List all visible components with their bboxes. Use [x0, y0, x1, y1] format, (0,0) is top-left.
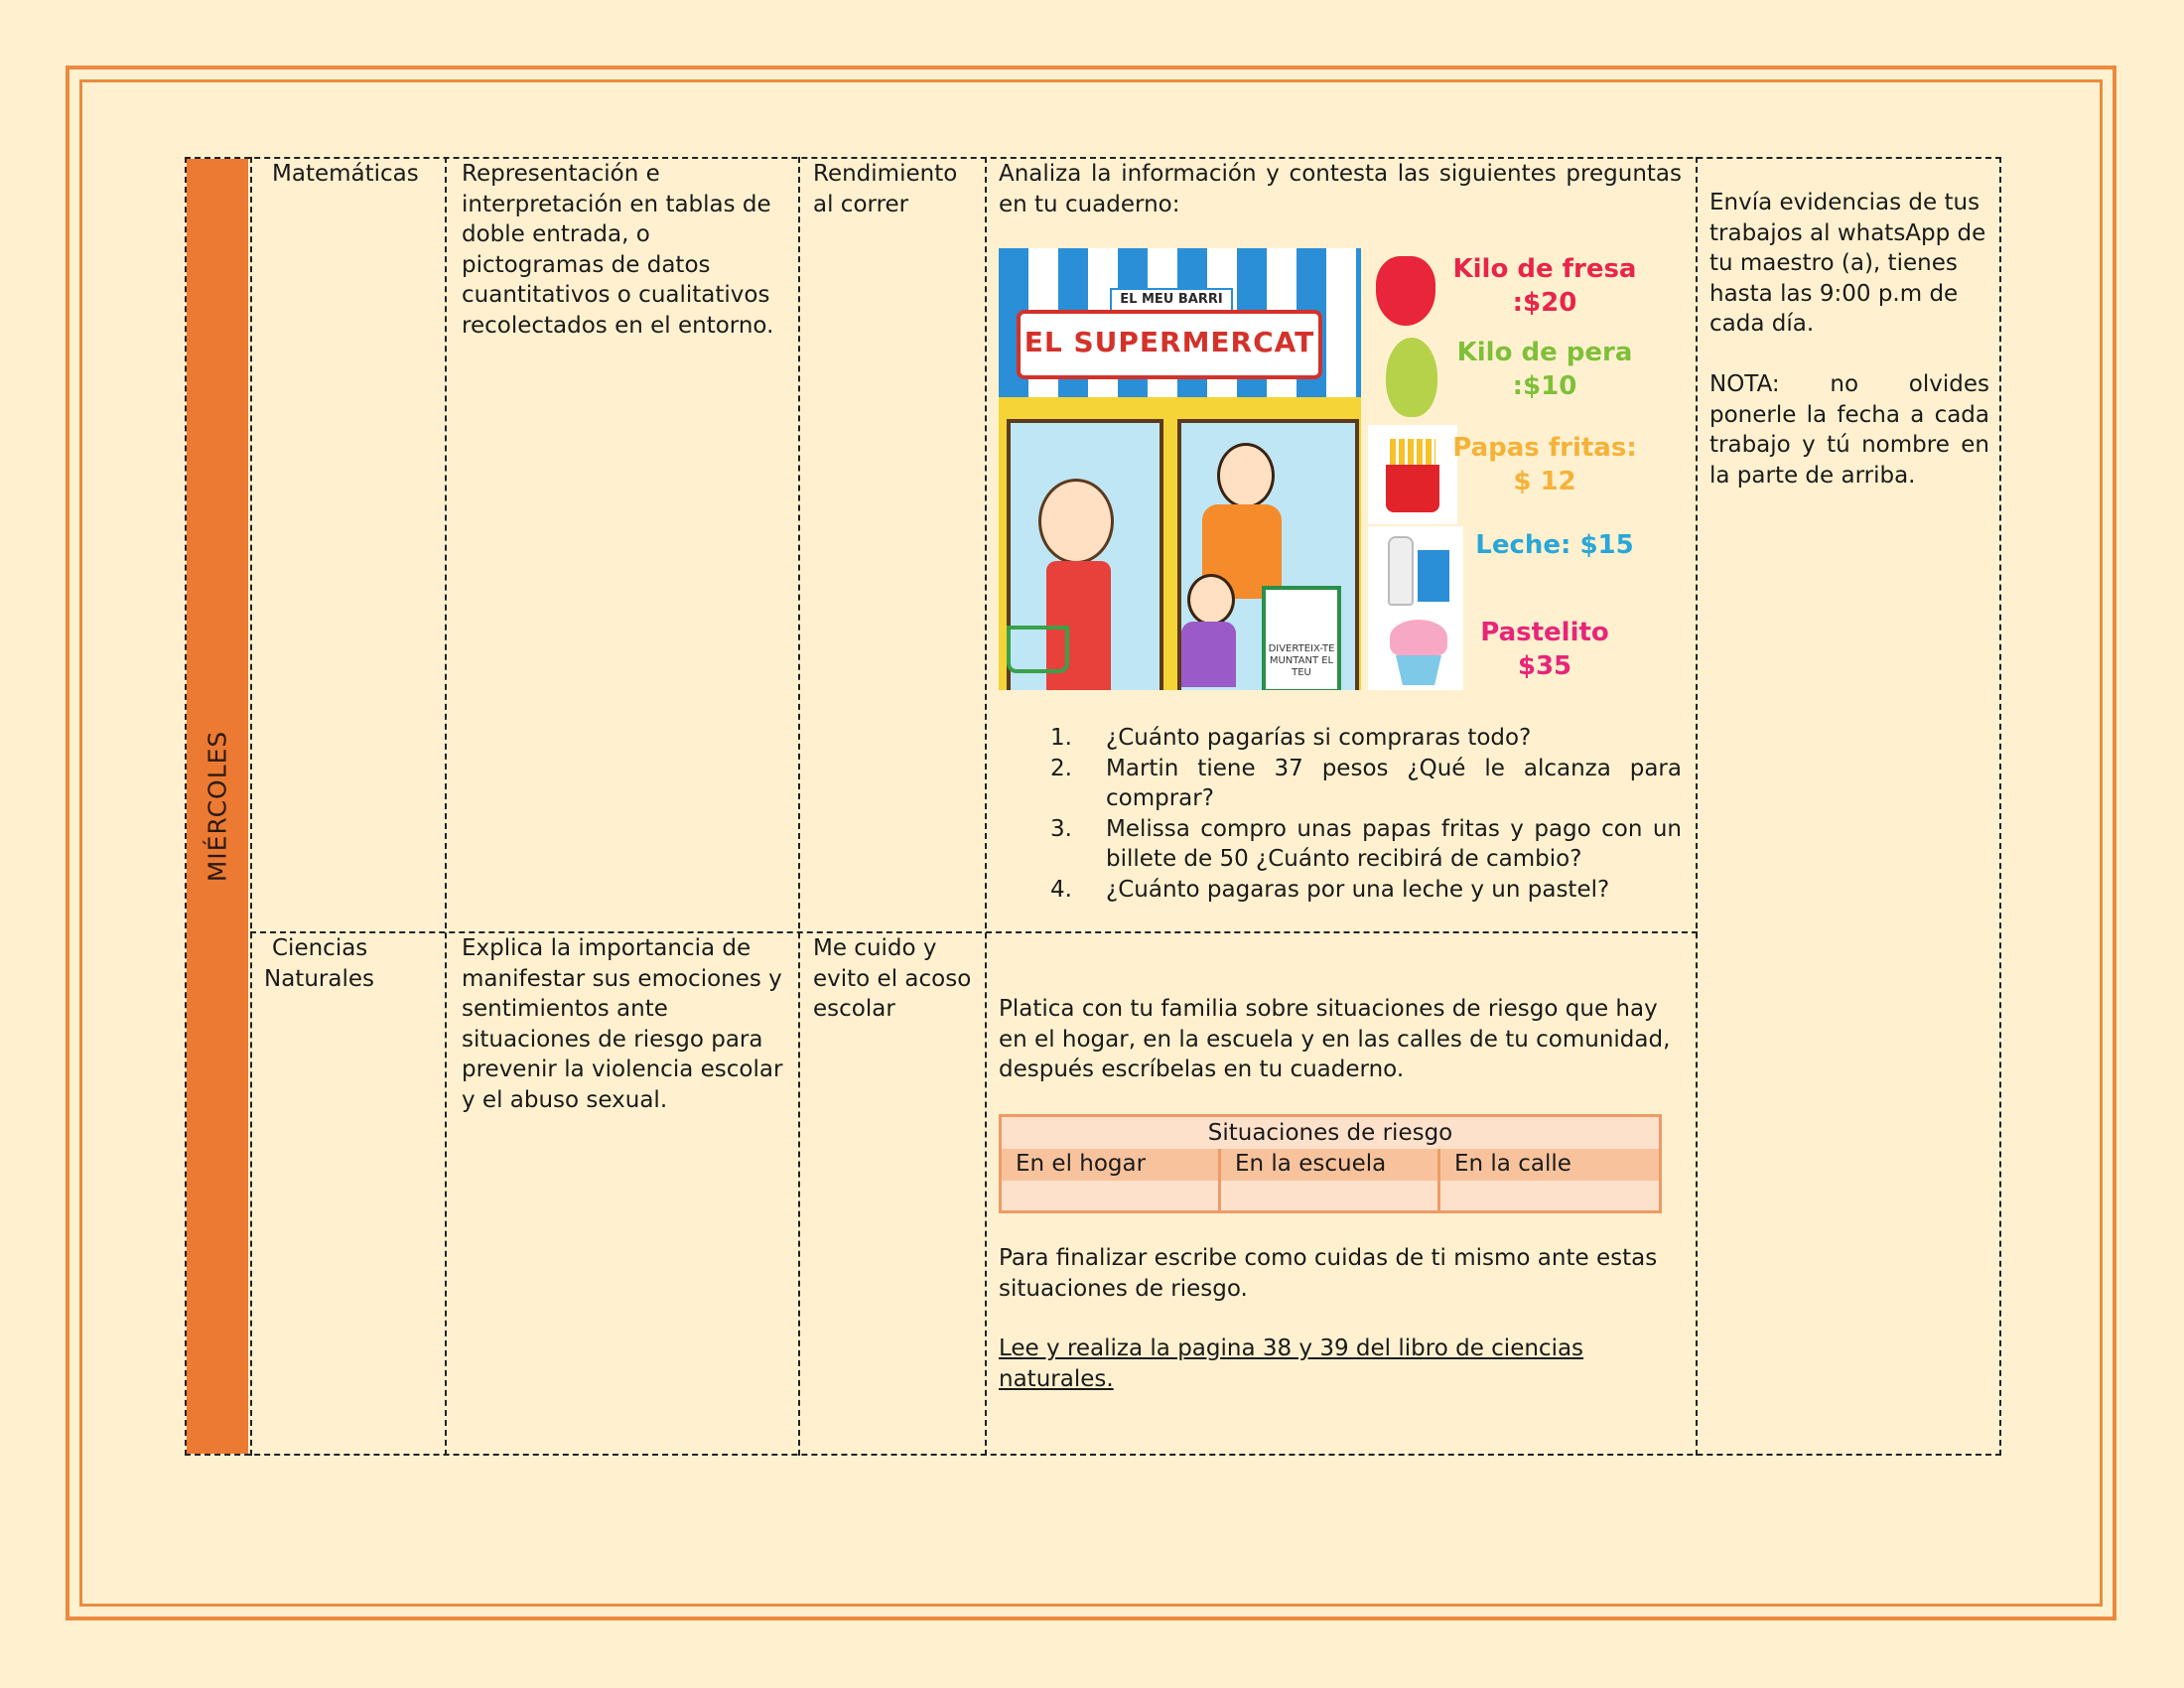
table-border	[1999, 157, 2001, 1456]
store-scene	[999, 248, 1361, 690]
list-item	[999, 723, 1682, 754]
learning-cell: Explica la importancia de manifestar sus emociones y sentimientos ante situaciones de riesgo para prevenir la violencia escolar y el abuso sexual.	[462, 935, 783, 1113]
question-number: 2.	[1050, 755, 1072, 781]
subject-cell: Matemáticas	[272, 161, 419, 187]
store-sign: EL SUPERMERCAT	[1017, 310, 1322, 379]
table-border	[250, 157, 252, 1456]
milk-bottle-icon	[1388, 536, 1414, 606]
book-page-link[interactable]: Lee y realiza la pagina 38 y 39 del libro de ciencias naturales.	[999, 1336, 1584, 1392]
table-cell	[1002, 1181, 1221, 1210]
supermarket-image	[999, 248, 1654, 690]
basket-icon	[1007, 626, 1069, 673]
price-milk: Leche: $15	[1475, 530, 1634, 560]
table-cell	[1221, 1181, 1440, 1210]
table-border	[985, 157, 987, 1456]
schedule-table	[185, 157, 2001, 1456]
shopkeeper-face	[1038, 479, 1114, 564]
activity-intro: Analiza la información y contesta las siguientes preguntas en tu cuaderno:	[999, 161, 1682, 217]
child-face	[1187, 574, 1235, 626]
cupcake-icon	[1390, 620, 1447, 655]
closing-instruction: Para finalizar escribe como cuidas de ti mismo ante estas situaciones de riesgo.	[999, 1245, 1658, 1302]
store-banner: EL MEU BARRI	[1110, 288, 1233, 314]
question-number: 1.	[1050, 725, 1072, 751]
cupcake-wrapper	[1396, 655, 1441, 685]
delivery-instructions: Envía evidencias de tus trabajos al whatsApp de tu maestro (a), tienes hasta las 9:00 p.m de cada día.	[1709, 190, 1986, 337]
price-pear: Kilo de pera :$10	[1456, 338, 1633, 401]
risk-table	[999, 1114, 1662, 1213]
table-cell	[1440, 1181, 1660, 1210]
pear-icon	[1386, 338, 1437, 417]
table-border	[1696, 157, 1698, 1456]
mother-face	[1217, 443, 1275, 508]
child-body	[1181, 622, 1236, 687]
table-border	[445, 157, 447, 1456]
table-border	[185, 1454, 2001, 1456]
activity-intro: Platica con tu familia sobre situaciones de riesgo que hay en el hogar, en la escuela y en las calles de tu comunidad, después escríbelas en tu cuaderno.	[999, 996, 1671, 1082]
question-text: ¿Cuánto pagarías si compraras todo?	[1106, 725, 1532, 751]
list-item	[999, 754, 1682, 814]
price-strawberry: Kilo de fresa :$20	[1452, 254, 1637, 318]
risk-table-title: Situaciones de riesgo	[1002, 1117, 1659, 1152]
column-header: En el hogar	[1002, 1149, 1221, 1181]
topic-cell: Me cuido y evito el acoso escolar	[813, 935, 972, 1022]
list-item	[999, 875, 1682, 906]
delivery-note: NOTA: no olvides ponerle la fecha a cada trabajo y tú nombre en la parte de arriba.	[1709, 371, 1989, 489]
milk-bg	[1368, 526, 1463, 616]
question-text: Martin tiene 37 pesos ¿Qué le alcanza para comprar?	[1106, 755, 1682, 811]
list-item	[999, 814, 1682, 875]
day-label: MIÉRCOLES	[203, 730, 232, 883]
fries-box-bg	[1368, 425, 1457, 524]
column-header: En la escuela	[1221, 1149, 1440, 1181]
cupcake-bg	[1368, 616, 1463, 690]
price-fries: Papas fritas: $ 12	[1452, 433, 1637, 496]
poster-caption: DIVERTEIX-TE MUNTANT EL TEU	[1268, 643, 1335, 678]
risk-table-header	[1002, 1149, 1659, 1184]
column-header: En la calle	[1454, 1151, 1571, 1177]
subject-cell: Ciencias Naturales	[264, 935, 374, 992]
fries-box	[1386, 465, 1439, 512]
question-text: Melissa compro unas papas fritas y pago con un billete de 50 ¿Cuánto recibirá de cambio?	[1106, 815, 1682, 872]
milk-icon	[1418, 550, 1449, 602]
question-list	[999, 723, 1682, 905]
question-text: ¿Cuánto pagaras por una leche y un pastel?	[1106, 876, 1610, 903]
strawberry-icon	[1376, 256, 1435, 326]
table-border	[798, 157, 800, 1456]
price-cupcake: Pastelito $35	[1480, 618, 1609, 681]
learning-cell: Representación e interpretación en tablas de doble entrada, o pictogramas de datos cuantitativos o cualitativos recolectados en el entorno.	[462, 161, 774, 339]
topic-cell: Rendimiento al correr	[813, 161, 958, 217]
question-number: 4.	[1050, 876, 1072, 903]
question-number: 3.	[1050, 815, 1072, 842]
table-row	[1002, 1181, 1659, 1210]
